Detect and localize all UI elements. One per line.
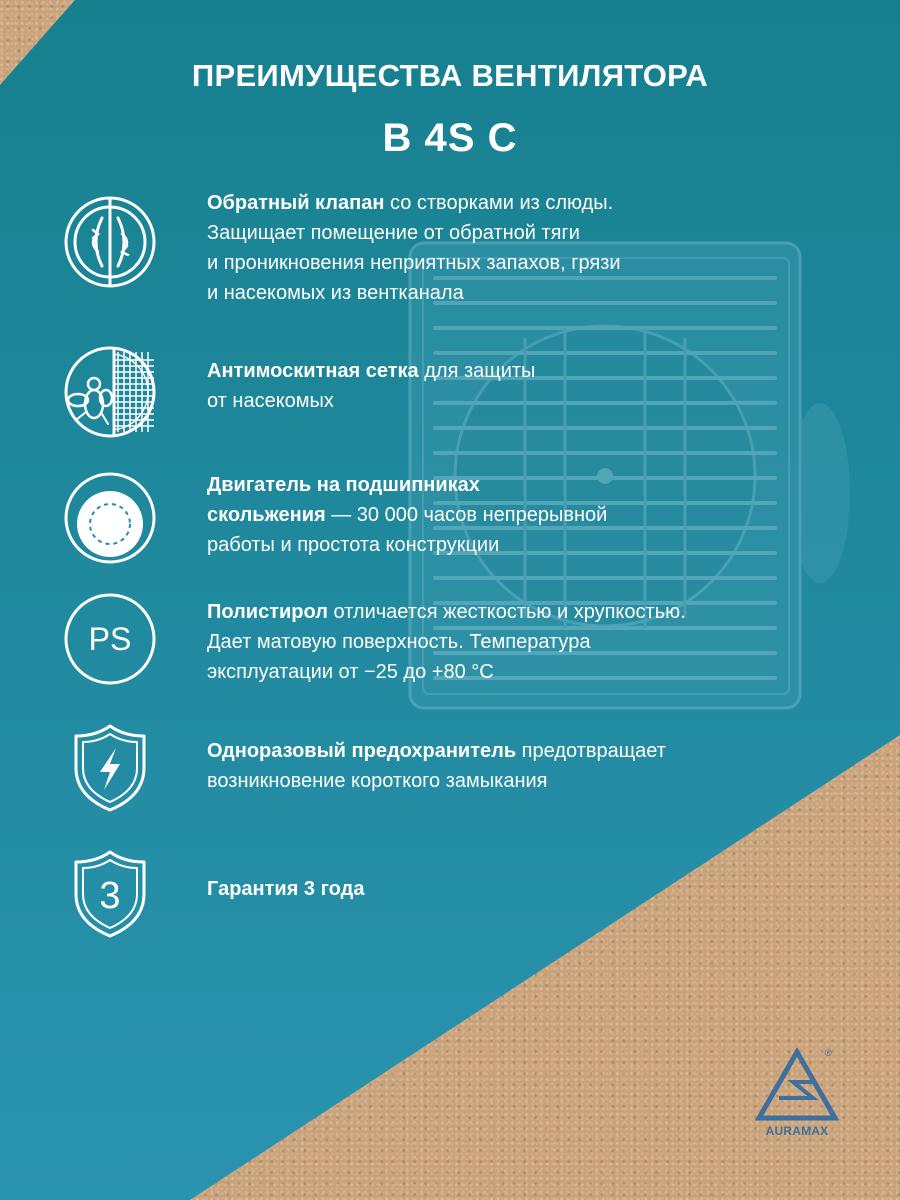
feature-line: и проникновения неприятных запахов, грязи: [207, 252, 621, 274]
feature-line: работы и простота конструкции: [207, 534, 500, 556]
feature-bold: Одноразовый предохранитель: [207, 740, 517, 762]
logo-text: AURAMAX: [765, 1124, 829, 1138]
auramax-logo-mark: [755, 1048, 839, 1122]
mosquito-net-icon: [62, 344, 158, 440]
auramax-logo: [755, 1048, 845, 1140]
feature-line: и насекомых из вентканала: [207, 282, 464, 304]
feature-line: для защиты: [418, 360, 536, 382]
feature-polystyrene: [207, 597, 787, 687]
shield-lightning-icon: [62, 720, 158, 816]
check-valve-icon: [62, 194, 158, 290]
feature-bearing: [207, 470, 787, 560]
ps-material-icon: [62, 591, 158, 687]
shield-three-icon: [62, 846, 158, 942]
feature-line: предотвращает: [516, 740, 666, 762]
feature-fuse: [207, 736, 787, 796]
feature-line: эксплуатации от −25 до +80 °С: [207, 661, 494, 683]
feature-bold: Двигатель на подшипниках: [207, 474, 480, 496]
feature-bold: Гарантия 3 года: [207, 878, 365, 900]
registered-mark: ®: [825, 1048, 832, 1058]
feature-bold: Обратный клапан: [207, 192, 385, 214]
feature-check-valve: [207, 188, 787, 308]
warranty-digit: 3: [99, 875, 121, 917]
feature-bold: скольжения: [207, 504, 326, 526]
feature-line: отличается жесткостью и хрупкостью.: [327, 601, 686, 623]
feature-bold: Антимоскитная сетка: [207, 360, 419, 382]
feature-line: возникновение короткого замыкания: [207, 770, 548, 792]
feature-line: от насекомых: [207, 390, 334, 412]
page-title: ПРЕИМУЩЕСТВА ВЕНТИЛЯТОРА: [191, 58, 709, 93]
feature-bold: Полистирол: [207, 601, 328, 623]
feature-mosquito-net: [207, 356, 787, 416]
feature-warranty: [207, 874, 787, 904]
feature-line: Дает матовую поверхность. Температура: [207, 631, 591, 653]
bearing-icon: [62, 470, 158, 566]
feature-line: со створками из слюды.: [384, 192, 614, 214]
ps-label: PS: [88, 621, 132, 657]
product-model: B 4S C: [382, 116, 518, 160]
feature-line: — 30 000 часов непрерывной: [325, 504, 608, 526]
feature-line: Защищает помещение от обратной тяги: [207, 222, 580, 244]
